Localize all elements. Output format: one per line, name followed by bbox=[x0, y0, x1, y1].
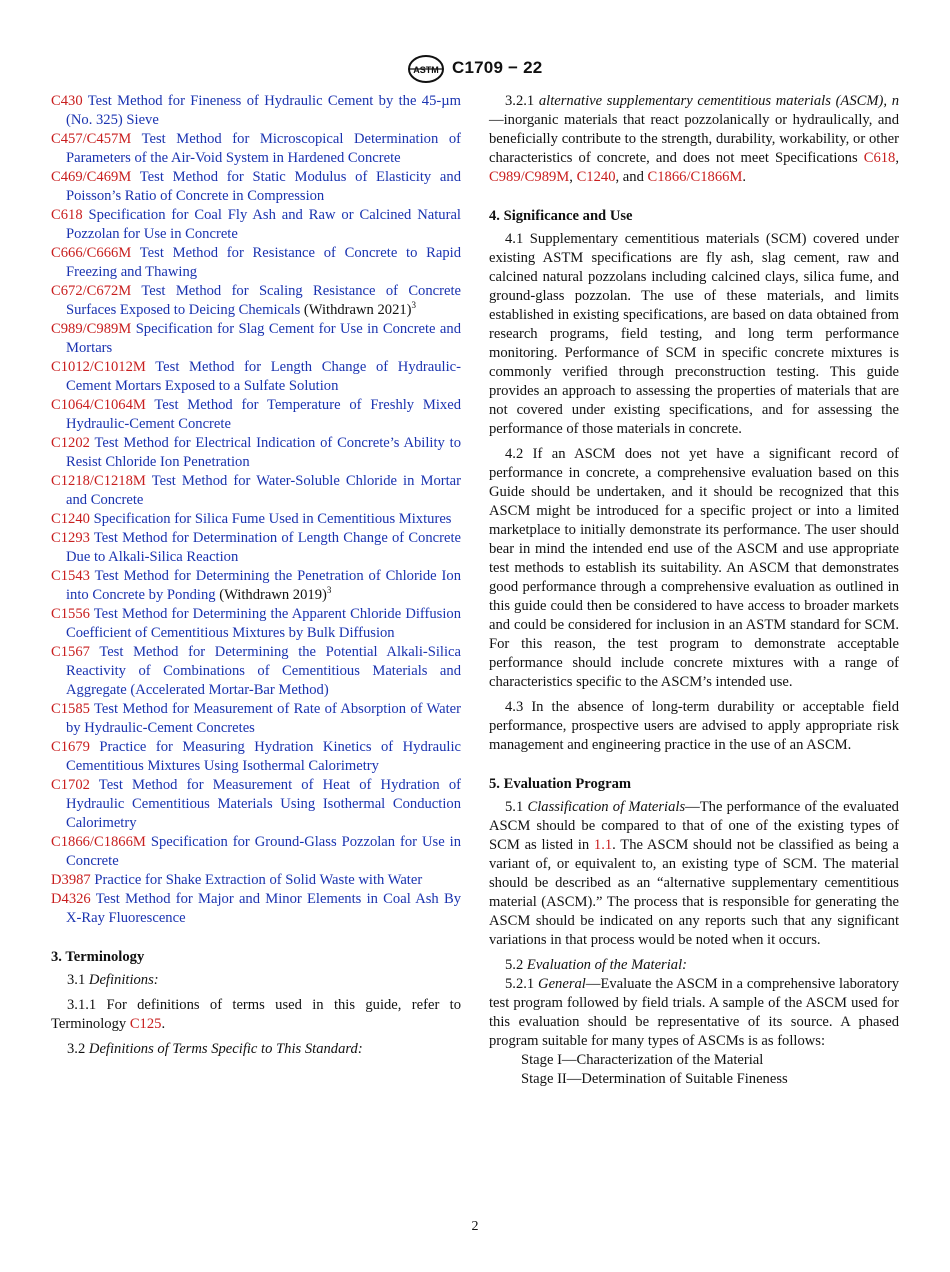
section-3-1 bbox=[51, 971, 461, 990]
link-c1240[interactable]: C1240 bbox=[576, 169, 616, 185]
period: . bbox=[161, 1016, 166, 1032]
reference-item bbox=[51, 168, 461, 206]
reference-item bbox=[51, 890, 461, 928]
section-3-2-1-number: 3.2.1 bbox=[505, 93, 535, 109]
reference-item bbox=[51, 282, 461, 320]
section-5-1-title: Classification of Materials bbox=[527, 799, 686, 815]
reference-title-link[interactable]: Test Method for Temperature of Freshly Mixed Hydraulic-Cement Concrete bbox=[66, 397, 461, 432]
section-5-2-1 bbox=[489, 975, 899, 1051]
section-3-1-1-text: 3.1.1 For definitions of terms used in this guide, refer to Terminology bbox=[51, 997, 461, 1032]
page-number: 2 bbox=[471, 1219, 479, 1234]
separator: , bbox=[895, 150, 899, 166]
reference-item bbox=[51, 738, 461, 776]
reference-code-link[interactable]: C1567 bbox=[51, 644, 90, 660]
reference-item bbox=[51, 605, 461, 643]
reference-title-link[interactable]: Practice for Shake Extraction of Solid Waste with Water bbox=[94, 872, 423, 888]
reference-code-link[interactable]: C1702 bbox=[51, 777, 90, 793]
section-5-1-rest: . The ASCM should not be classified as being a variant of, or equivalent to, an existing type of SCM. The material should be described as an “alternative supplementary cementitious material (ASCM).” The process that is responsible for generating the ASCM should be indicated on any reports such that any significant variations in that process would be noted when it occurs. bbox=[489, 837, 899, 948]
reference-item bbox=[51, 244, 461, 282]
reference-code-link[interactable]: C1240 bbox=[51, 511, 90, 527]
section-5-2-1-text: —Evaluate the ASCM in a comprehensive laboratory test program followed by field trials. A sample of the ASCM used for this evaluation should be representative of its source. A phased program suitable for many types of ASCMs is as follows: bbox=[489, 976, 900, 1049]
reference-title-link[interactable]: Test Method for Static Modulus of Elasticity and Poisson’s Ratio of Concrete in Compression bbox=[66, 169, 461, 204]
reference-item bbox=[51, 320, 461, 358]
reference-item bbox=[51, 472, 461, 510]
reference-title-link[interactable]: Specification for Ground-Glass Pozzolan for Use in Concrete bbox=[66, 834, 461, 869]
significance-heading: 4. Significance and Use bbox=[489, 208, 633, 224]
reference-code-link[interactable]: C1064/C1064M bbox=[51, 397, 146, 413]
section-5-2-1-title: General bbox=[538, 976, 586, 992]
reference-code-link[interactable]: C1866/C1866M bbox=[51, 834, 146, 850]
stage-item: Stage I—Characterization of the Material bbox=[521, 1052, 764, 1068]
reference-item bbox=[51, 700, 461, 738]
reference-code-link[interactable]: C672/C672M bbox=[51, 283, 132, 299]
reference-item bbox=[51, 567, 461, 605]
reference-code-link[interactable]: D3987 bbox=[51, 872, 91, 888]
reference-code-link[interactable]: C1218/C1218M bbox=[51, 473, 146, 489]
section-5-1-number: 5.1 bbox=[505, 799, 524, 815]
referenced-documents-list bbox=[51, 92, 461, 928]
section-3-1-1 bbox=[51, 996, 461, 1034]
section-4-2: 4.2 If an ASCM does not yet have a significant record of performance in concrete, a comprehensive evaluation based on this Guide should be undertaken, and it should be recognized that this ASCM might be introduced for a specific project or into a limited marketplace to initially demonstrate its performance. The user should bear in mind the intended end use of the ASCM and use appropriate test methods to establish its suitability. An ASCM that demonstrates good performance through a comprehensive evaluation as outlined in this guide could then be considered to have access to broader markets and could be considered for inclusion in an ASTM standard for SCM. For this reason, the test program to demonstrate acceptable performance should include concrete mixtures with a range of characteristics specific to the ASCM’s intended use. bbox=[489, 446, 899, 690]
reference-title-link[interactable]: Test Method for Electrical Indication of Concrete’s Ability to Resist Chloride Ion Penetration bbox=[66, 435, 461, 470]
reference-code-link[interactable]: C666/C666M bbox=[51, 245, 132, 261]
terminology-heading: 3. Terminology bbox=[51, 949, 145, 965]
reference-code-link[interactable]: C1585 bbox=[51, 701, 90, 717]
footnote-marker: 3 bbox=[411, 300, 417, 310]
reference-title-link[interactable]: Practice for Measuring Hydration Kinetics of Hydraulic Cementitious Mixtures Using Isothermal Calorimetry bbox=[66, 739, 461, 774]
page-header bbox=[0, 54, 950, 84]
separator: , and bbox=[615, 169, 648, 185]
reference-code-link[interactable]: C1556 bbox=[51, 606, 90, 622]
reference-code-link[interactable]: C1202 bbox=[51, 435, 90, 451]
section-3-1-title: Definitions: bbox=[88, 972, 159, 988]
right-column bbox=[489, 92, 899, 1089]
withdrawn-note: (Withdrawn 2019) bbox=[219, 587, 327, 603]
link-c1866[interactable]: C1866/C1866M bbox=[647, 169, 743, 185]
section-5-2-1-number: 5.2.1 bbox=[505, 976, 535, 992]
standard-designation: C1709 − 22 bbox=[452, 58, 543, 77]
section-3-2-title: Definitions of Terms Specific to This Standard: bbox=[88, 1041, 363, 1057]
section-3-2 bbox=[51, 1040, 461, 1059]
section-5-2-title: Evaluation of the Material: bbox=[526, 957, 688, 973]
svg-text:ASTM: ASTM bbox=[413, 65, 439, 75]
reference-code-link[interactable]: C469/C469M bbox=[51, 169, 132, 185]
stage-item: Stage II—Determination of Suitable Fineness bbox=[521, 1071, 788, 1087]
reference-item bbox=[51, 396, 461, 434]
reference-title-link[interactable]: Test Method for Major and Minor Elements in Coal Ash By X-Ray Fluorescence bbox=[66, 891, 462, 926]
separator: , bbox=[569, 169, 577, 185]
ascm-term: alternative supplementary cementitious materials (ASCM), n bbox=[538, 93, 899, 109]
reference-code-link[interactable]: D4326 bbox=[51, 891, 91, 907]
reference-title-link[interactable]: Test Method for Fineness of Hydraulic Cement by the 45-µm (No. 325) Sieve bbox=[66, 93, 461, 128]
reference-title-link[interactable]: Test Method for Resistance of Concrete to Rapid Freezing and Thawing bbox=[66, 245, 462, 280]
section-3-1-number: 3.1 bbox=[67, 972, 86, 988]
reference-item bbox=[51, 510, 461, 529]
reference-title-link[interactable]: Test Method for Determination of Length Change of Concrete Due to Alkali-Silica Reaction bbox=[66, 530, 461, 565]
period: . bbox=[742, 169, 747, 185]
reference-code-link[interactable]: C989/C989M bbox=[51, 321, 132, 337]
reference-item bbox=[51, 833, 461, 871]
reference-title-link[interactable]: Specification for Silica Fume Used in Cementitious Mixtures bbox=[93, 511, 452, 527]
reference-title-link[interactable]: Test Method for Determining the Apparent Chloride Diffusion Coefficient of Cementitious Mixtures by Bulk Diffusion bbox=[66, 606, 461, 641]
reference-item bbox=[51, 358, 461, 396]
reference-title-link[interactable]: Specification for Slag Cement for Use in Concrete and Mortars bbox=[66, 321, 461, 356]
section-3-2-number: 3.2 bbox=[67, 1041, 86, 1057]
reference-title-link[interactable]: Test Method for Determining the Penetration of Chloride Ion into Concrete by Ponding bbox=[66, 568, 461, 603]
section-5-2 bbox=[489, 956, 899, 975]
reference-item bbox=[51, 643, 461, 700]
astm-logo-icon bbox=[406, 54, 446, 84]
section-4-3: 4.3 In the absence of long-term durability or acceptable field performance, prospective users are advised to apply appropriate risk management and engineering practice in the use of an ASCM. bbox=[489, 699, 899, 753]
link-c125[interactable]: C125 bbox=[129, 1016, 162, 1032]
section-5-1 bbox=[489, 798, 899, 950]
section-5-2-number: 5.2 bbox=[505, 957, 524, 973]
reference-title-link[interactable]: Test Method for Length Change of Hydraulic-Cement Mortars Exposed to a Sulfate Solution bbox=[66, 359, 461, 394]
reference-title-link[interactable]: Test Method for Measurement of Rate of Absorption of Water by Hydraulic-Cement Concretes bbox=[66, 701, 461, 736]
footnote-marker: 3 bbox=[326, 585, 332, 595]
reference-title-link[interactable]: Test Method for Measurement of Heat of Hydration of Hydraulic Cementitious Materials Using Isothermal Conduction Calorimetry bbox=[66, 777, 461, 831]
reference-item bbox=[51, 871, 461, 890]
withdrawn-note: (Withdrawn 2021) bbox=[303, 302, 412, 318]
section-5-1-text: —The performance of the evaluated ASCM should be compared to that of one of the existing types of SCM as listed in bbox=[489, 799, 899, 853]
reference-item bbox=[51, 434, 461, 472]
reference-title-link[interactable]: Test Method for Determining the Potential Alkali-Silica Reactivity of Combinations of Cementitious Materials and Aggregate (Accelerated Mortar-Bar Method) bbox=[66, 644, 461, 698]
reference-code-link[interactable]: C1543 bbox=[51, 568, 90, 584]
ascm-definition: —inorganic materials that react pozzolanically or hydraulically, and beneficially contribute to the strength, durability, workability, or other characteristics of concrete, and does not meet Specifications bbox=[489, 112, 899, 166]
reference-title-link[interactable]: Specification for Coal Fly Ash and Raw or Calcined Natural Pozzolan for Use in Concrete bbox=[66, 207, 461, 242]
reference-code-link[interactable]: C457/C457M bbox=[51, 131, 132, 147]
reference-title-link[interactable]: Test Method for Water-Soluble Chloride in Mortar and Concrete bbox=[66, 473, 462, 508]
reference-title-link[interactable]: Test Method for Microscopical Determination of Parameters of the Air-Void System in Hardened Concrete bbox=[66, 131, 461, 166]
section-4-1: 4.1 Supplementary cementitious materials (SCM) covered under existing ASTM specifications are fly ash, slag cement, raw and calcined natural pozzolans including calcined clays, silica fume, and ground-glass pozzolan. The use of these materials, and limits established in existing specifications, are based on data obtained from research programs, field testing, and long term performance monitoring. Performance of SCM in specific concrete mixtures is commonly verified through preconstruction testing. This guide provides an approach to assessing the properties of materials that are not covered under existing specifications, and for assessing the performance of those materials in concrete. bbox=[489, 231, 899, 437]
left-column bbox=[51, 92, 461, 1065]
reference-code-link[interactable]: C1293 bbox=[51, 530, 90, 546]
reference-code-link[interactable]: C618 bbox=[51, 207, 83, 223]
reference-item bbox=[51, 776, 461, 833]
reference-item bbox=[51, 130, 461, 168]
reference-code-link[interactable]: C430 bbox=[51, 93, 83, 109]
evaluation-heading: 5. Evaluation Program bbox=[489, 776, 632, 792]
link-c618[interactable]: C618 bbox=[863, 150, 896, 166]
section-3-2-1 bbox=[489, 92, 899, 187]
reference-item bbox=[51, 92, 461, 130]
reference-title-link[interactable]: Test Method for Scaling Resistance of Concrete Surfaces Exposed to Deicing Chemicals bbox=[66, 283, 461, 318]
reference-code-link[interactable]: C1012/C1012M bbox=[51, 359, 146, 375]
link-1-1[interactable]: 1.1 bbox=[593, 837, 613, 853]
reference-item bbox=[51, 206, 461, 244]
reference-code-link[interactable]: C1679 bbox=[51, 739, 90, 755]
reference-item bbox=[51, 529, 461, 567]
link-c989[interactable]: C989/C989M bbox=[489, 169, 570, 185]
